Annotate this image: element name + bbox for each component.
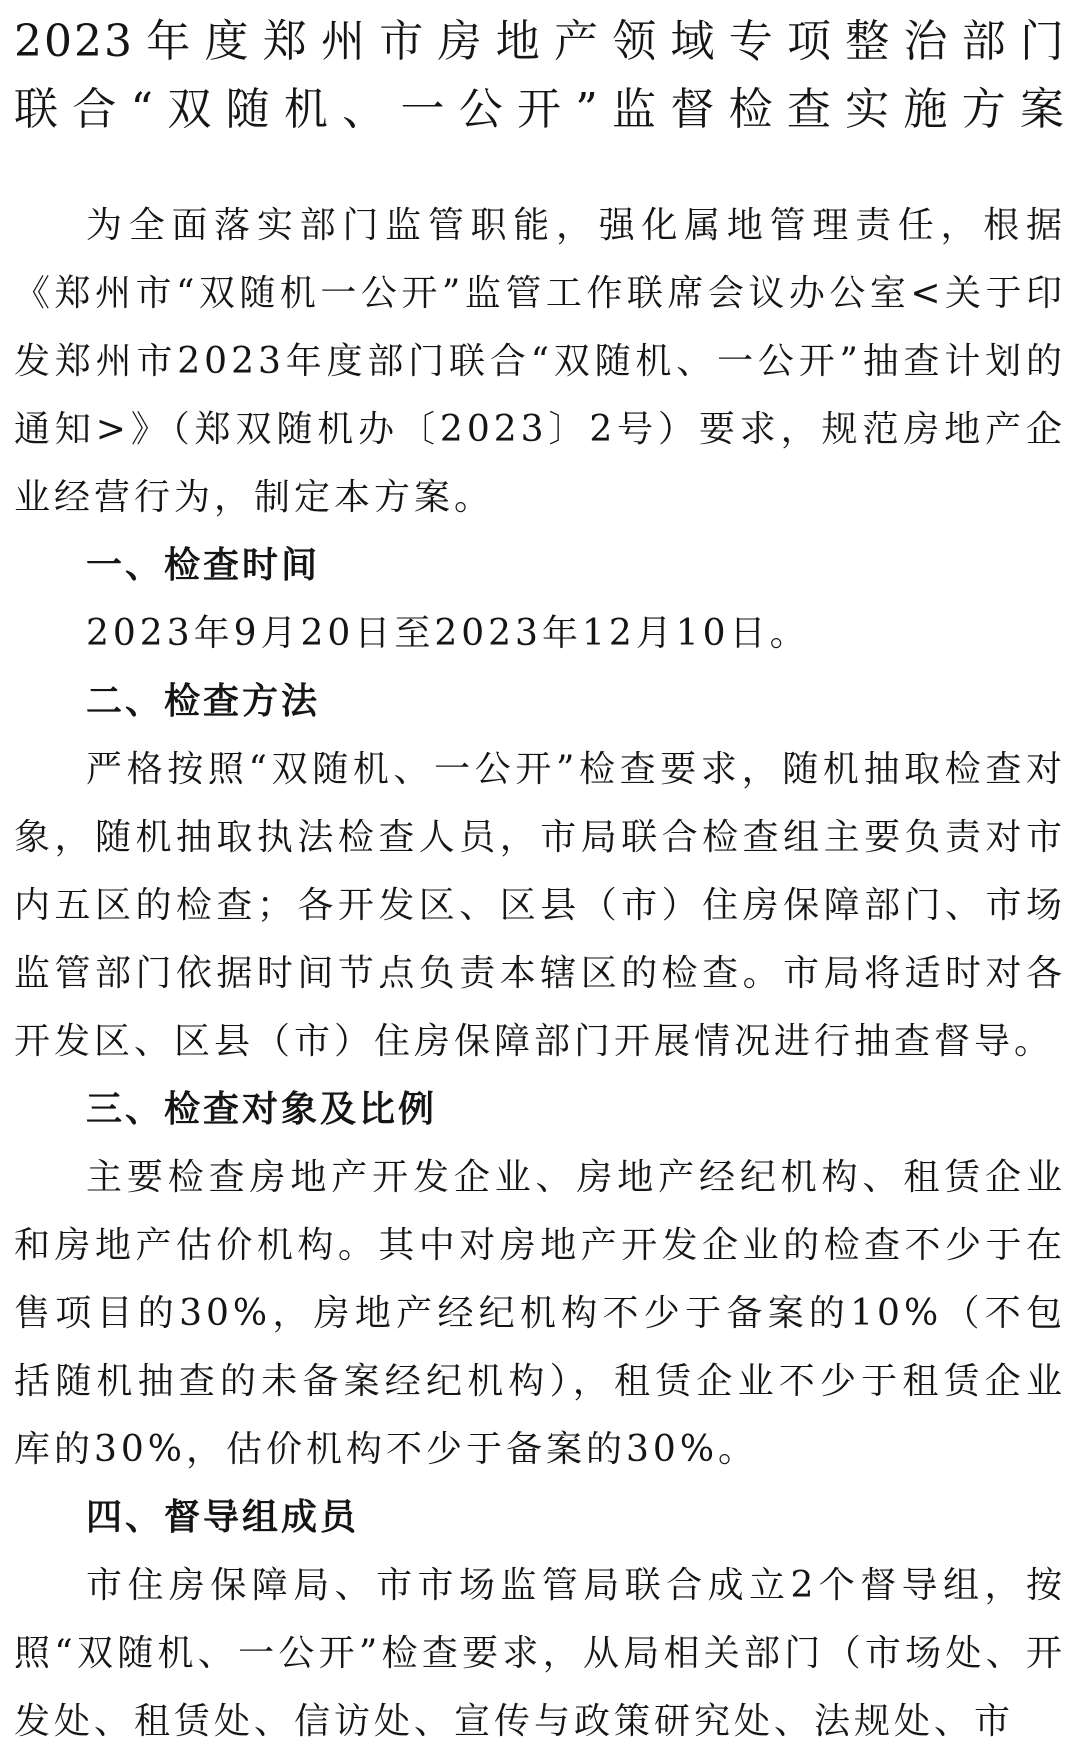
section-text-method: 严格按照“双随机、一公开”检查要求，随机抽取检查对象，随机抽取执法检查人员，市局联合检查组主要负责对市内五区的检查；各开发区、区县（市）住房保障部门、市场监管部门依据时间节点负责本辖区的检查。市局将适时对各开发区、区县（市）住房保障部门开展情况进行抽查督导。 [14,749,1066,1062]
section-text-members: 市住房保障局、市市场监管局联合成立2个督导组，按照“双随机、一公开”检查要求，从局相关部门（市场处、开发处、租赁处、信访处、宣传与政策研究处、法规处、市 [14,1565,1066,1742]
document-title [0,0,1080,144]
section-heading-time: 一、检查时间 [86,545,321,586]
section-heading-members: 四、督导组成员 [86,1497,360,1538]
section-text-time: 2023年9月20日至2023年12月10日。 [86,613,810,654]
intro-paragraph: 为全面落实部门监管职能，强化属地管理责任，根据《郑州市“双随机一公开”监管工作联席会议办公室<关于印发郑州市2023年度部门联合“双随机、一公开”抽查计划的通知>》（郑双随机办〔2023〕2号）要求，规范房地产企业经营行为，制定本方案。 [14,205,1066,518]
section-text-targets: 主要检查房地产开发企业、房地产经纪机构、租赁企业和房地产估价机构。其中对房地产开发企业的检查不少于在售项目的30%，房地产经纪机构不少于备案的10%（不包括随机抽查的未备案经纪机构），租赁企业不少于租赁企业库的30%，估价机构不少于备案的30%。 [14,1157,1066,1470]
title-line-1: 2023年度郑州市房地产领域专项整治部门 [14,16,1066,67]
title-line-2: 联合“双随机、一公开”监督检查实施方案 [14,84,1066,135]
document-body [14,192,1066,1756]
section-heading-targets: 三、检查对象及比例 [86,1089,438,1130]
section-heading-method: 二、检查方法 [86,681,321,722]
